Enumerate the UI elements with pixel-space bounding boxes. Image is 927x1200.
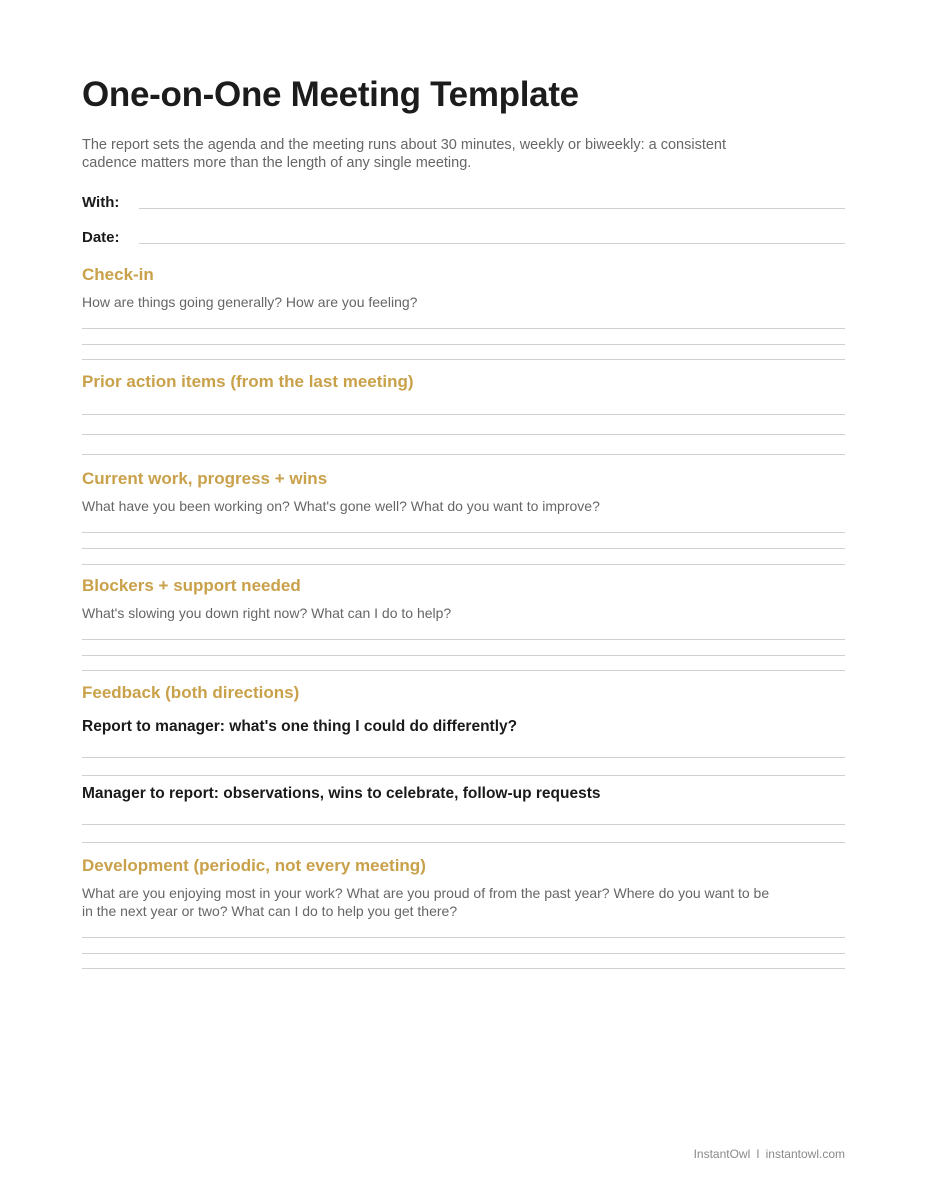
writing-line[interactable] — [82, 434, 845, 435]
writing-line[interactable] — [82, 532, 845, 533]
writing-line[interactable] — [82, 328, 845, 329]
section-heading-development: Development (periodic, not every meeting) — [82, 856, 426, 875]
writing-line[interactable] — [82, 359, 845, 360]
writing-line[interactable] — [82, 824, 845, 825]
footer-site-link[interactable]: instantowl.com — [765, 1147, 845, 1161]
writing-line[interactable] — [82, 670, 845, 671]
writing-line[interactable] — [82, 757, 845, 758]
footer — [694, 1146, 845, 1162]
writing-line[interactable] — [82, 655, 845, 656]
writing-line[interactable] — [82, 639, 845, 640]
section-prompt-blockers: What's slowing you down right now? What can I do to help? — [82, 605, 452, 621]
writing-line[interactable] — [82, 344, 845, 345]
footer-separator: I — [756, 1147, 760, 1161]
feedback-subheading-manager-to-report: Manager to report: observations, wins to celebrate, follow-up requests — [82, 785, 601, 802]
section-heading-current: Current work, progress + wins — [82, 469, 328, 488]
section-prompt-development: What are you enjoying most in your work? What are you proud of from the past year? Where do you want to be in the next year or two? What can I do to help you get there? — [82, 885, 770, 919]
writing-line[interactable] — [82, 454, 845, 455]
writing-line[interactable] — [82, 953, 845, 954]
writing-line[interactable] — [82, 775, 845, 776]
writing-line[interactable] — [82, 842, 845, 843]
footer-brand: InstantOwl — [693, 1147, 751, 1161]
section-prompt-current: What have you been working on? What's gone well? What do you want to improve? — [82, 498, 600, 514]
intro-text: The report sets the agenda and the meeting runs about 30 minutes, weekly or biweekly: a consistent cadence matters more than the length of any single meeting. — [82, 137, 727, 171]
section-heading-feedback: Feedback (both directions) — [82, 683, 300, 702]
writing-line[interactable] — [82, 937, 845, 938]
section-prompt-checkin: How are things going generally? How are you feeling? — [82, 294, 418, 310]
writing-line[interactable] — [82, 968, 845, 969]
section-heading-blockers: Blockers + support needed — [82, 576, 301, 595]
section-heading-checkin: Check-in — [82, 265, 154, 284]
writing-line[interactable] — [82, 548, 845, 549]
date-label: Date: — [82, 229, 120, 246]
section-heading-prior: Prior action items (from the last meeting) — [82, 372, 414, 391]
date-field-line[interactable] — [139, 243, 845, 244]
writing-line[interactable] — [82, 414, 845, 415]
feedback-subheading-report-to-manager: Report to manager: what's one thing I could do differently? — [82, 718, 518, 735]
with-label: With: — [82, 194, 120, 211]
with-field-line[interactable] — [139, 208, 845, 209]
page-title: One-on-One Meeting Template — [82, 75, 579, 114]
writing-line[interactable] — [82, 564, 845, 565]
